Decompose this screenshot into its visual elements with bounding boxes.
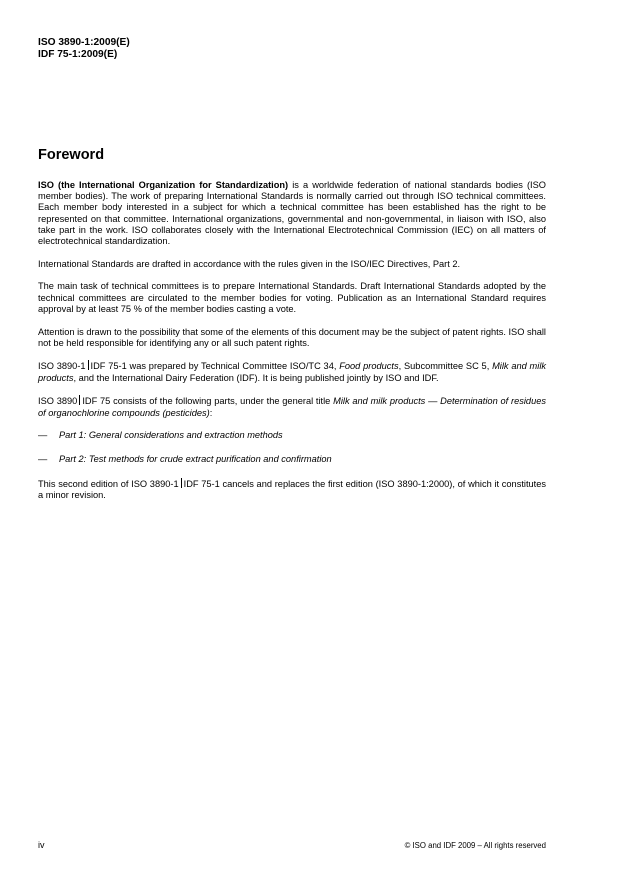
parts-text: IDF 75 consists of the following parts, under the general title [82, 396, 334, 407]
prepared-text-2: , Subcommittee SC 5, [398, 361, 493, 372]
list-item [38, 430, 546, 441]
separator-bar [79, 395, 80, 405]
list-item-text: Part 1: General considerations and extraction methods [59, 430, 283, 441]
italic-food-products: Food products [339, 361, 399, 372]
parts-colon: : [209, 407, 213, 418]
prepared-text: IDF 75-1 was prepared by Technical Committee ISO/TC 34, [90, 361, 340, 372]
list-item [38, 454, 546, 465]
document-header [38, 37, 130, 61]
std-ref: ISO 3890 [38, 396, 78, 407]
paragraph-directives: International Standards are drafted in accordance with the rules given in the ISO/IEC Directives, Part 2. [38, 258, 461, 269]
paragraph-patents: Attention is drawn to the possibility that some of the elements of this document may be the subject of patent rights. ISO shall not be held responsible for identifying any or all such patent rights. [38, 326, 546, 348]
foreword-body [38, 180, 546, 513]
copyright-notice: © ISO and IDF 2009 – All rights reserved [404, 841, 546, 850]
section-title: Foreword [38, 147, 105, 163]
paragraph-edition [38, 478, 546, 501]
italic-milk-products: Milk and milk products [38, 361, 546, 383]
edition-text-2: IDF 75-1 cancels and replaces the first edition (ISO 3890-1:2000), of which it constitutes a minor revision. [38, 478, 546, 500]
separator-bar [181, 478, 182, 488]
iso-name-bold: ISO (the International Organization for Standardization) [38, 180, 289, 190]
separator-bar [88, 360, 89, 370]
edition-text: This second edition of ISO 3890-1 [38, 478, 179, 489]
italic-general-title: Milk and milk products — Determination of residues of organochlorine compounds (pesticides) [38, 396, 546, 418]
iso-intro-text: is a worldwide federation of national standards bodies (ISO member bodies). The work of preparing International Standards is normally carried out through ISO technical committees. Each member body interested in a subject for which a technical committee has been established has the right to be represented on that committee. International organizations, governmental and non-governmental, in liaison with ISO, also take part in the work. ISO collaborates closely with the International Electrotechnical Commission (IEC) on all matters of electrotechnical standardization. [38, 180, 546, 247]
std-ref: ISO 3890-1 [38, 361, 86, 372]
header-iso-ref: ISO 3890-1:2009(E) [38, 37, 130, 48]
paragraph-committees: The main task of technical committees is to prepare International Standards. Draft International Standards adopted by the technical committees are circulated to the member bodies for voting. Publication as an International Standard requires approval by at least 75 % of the member bodies casting a vote. [38, 281, 546, 314]
page-number: iv [38, 840, 45, 850]
paragraph-parts [38, 395, 546, 418]
list-item-text: Part 2: Test methods for crude extract purification and confirmation [59, 453, 332, 464]
prepared-text-3: , and the International Dairy Federation (IDF). It is being published jointly by ISO and IDF. [73, 372, 439, 383]
paragraph-iso-intro [38, 180, 546, 247]
header-idf-ref: IDF 75-1:2009(E) [38, 49, 118, 60]
list-dash: — [38, 430, 48, 441]
paragraph-prepared-by [38, 360, 546, 383]
list-dash: — [38, 453, 48, 464]
